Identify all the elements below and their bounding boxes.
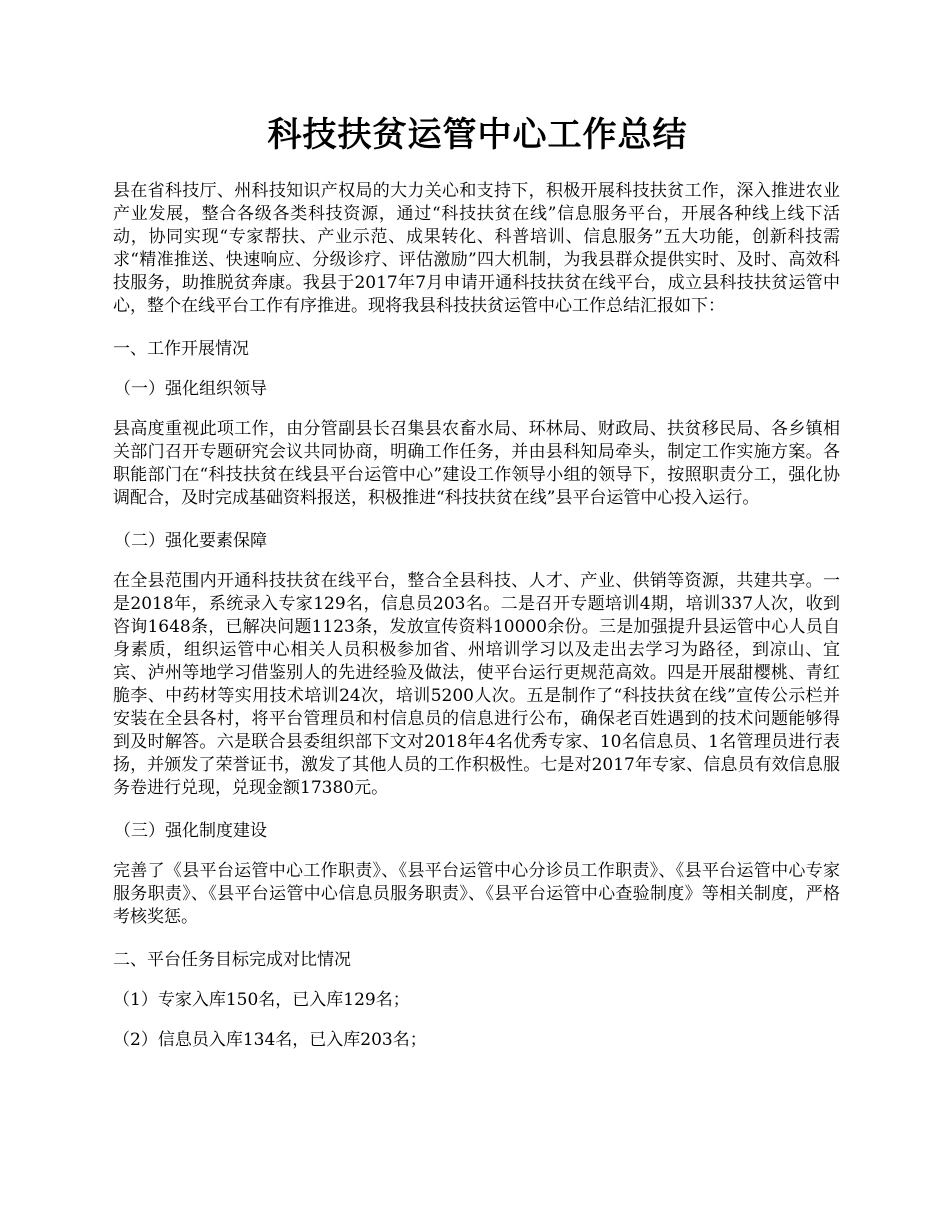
list-item-experts: （1）专家入库150名，已入库129名； (113, 990, 410, 1010)
section-heading-targets: 二、平台任务目标完成对比情况 (113, 950, 351, 970)
subheading-organization: （一）强化组织领导 (114, 379, 267, 399)
paragraph-resources: 在全县范围内开通科技扶贫在线平台，整合全县科技、人才、产业、供销等资源，共建共享。一是2018年，系统录入专家129名，信息员203名。二是召开专题培训4期，培训337人次，收到咨询1648条，已解决问题1123条，发放宣传资料10000余份。三是加强提升县运管中心人员自身素质，组织运管中心相关人员积极参加省、州培训学习以及走出去学习为路径，到凉山、宜宾、泸州等地学习借鉴别人的先进经验及做法，使平台运行更规范高效。四是开展甜樱桃、青红脆李、中药材等实用技术培训24次，培训5200人次。五是制作了“科技扶贫在线”宣传公示栏并安装在全县各村，将平台管理员和村信息员的信息进行公布，确保老百姓遇到的技术问题能够得到及时解答。六是联合县委组织部下文对2018年4名优秀专家、10名信息员、1名管理员进行表扬，并颁发了荣誉证书，激发了其他人员的工作积极性。七是对2017年专家、信息员有效信息服务卷进行兑现，兑现金额17380元。 (113, 571, 840, 798)
subheading-resources: （二）强化要素保障 (114, 531, 267, 551)
section-heading-work-status: 一、工作开展情况 (113, 339, 249, 359)
list-item-informants: （2）信息员入库134名，已入库203名； (113, 1030, 427, 1050)
intro-paragraph: 县在省科技厅、州科技知识产权局的大力关心和支持下，积极开展科技扶贫工作，深入推进农业产业发展，整合各级各类科技资源，通过“科技扶贫在线”信息服务平台，开展各种线上线下活动，协同实现“专家帮扶、产业示范、成果转化、科普培训、信息服务”五大功能，创新科技需求“精准推送、快速响应、分级诊疗、评估激励”四大机制，为我县群众提供实时、及时、高效科技服务，助推脱贫奔康。我县于2017年7月申请开通科技扶贫在线平台，成立县科技扶贫运管中心，整个在线平台工作有序推进。现将我县科技扶贫运管中心工作总结汇报如下： (113, 181, 840, 316)
subheading-systems: （三）强化制度建设 (114, 821, 267, 841)
document-title: 科技扶贫运管中心工作总结 (267, 115, 688, 155)
paragraph-systems: 完善了《县平台运管中心工作职责》、《县平台运管中心分诊员工作职责》、《县平台运管中心专家服务职责》、《县平台运管中心信息员服务职责》、《县平台运管中心查验制度》等相关制度，严格考核奖惩。 (113, 861, 840, 927)
paragraph-organization: 县高度重视此项工作，由分管副县长召集县农畜水局、环林局、财政局、扶贫移民局、各乡镇相关部门召开专题研究会议共同协商，明确工作任务，并由县科知局牵头，制定工作实施方案。各职能部门在“科技扶贫在线县平台运管中心”建设工作领导小组的领导下，按照职责分工，强化协调配合，及时完成基础资料报送，积极推进“科技扶贫在线”县平台运管中心投入运行。 (113, 419, 840, 508)
